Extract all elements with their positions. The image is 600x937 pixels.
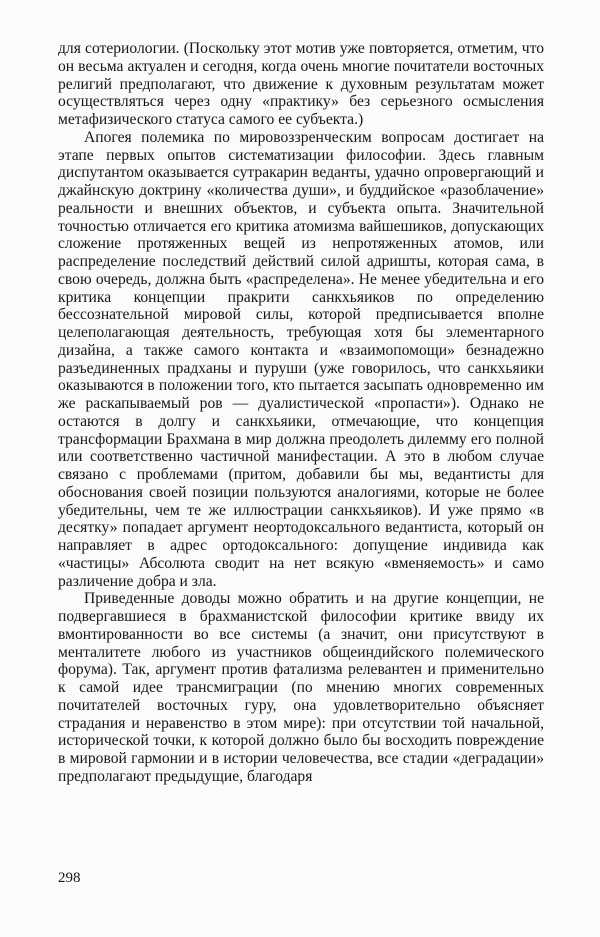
paragraph-polemics: Апогея полемика по мировоззренческим вопросам достигает на этапе первых опытов систематизации философии. Здесь главным диспутантом оказывается сутракарин веданты, удачно опровергающий и джайнскую доктрину «количества души», и буддийское «разоблачение» реальности и внешних объектов, и субъекта опыта. Значительной точностью отличается его критика атомизма вайшешиков, допускающих сложение протяженных вещей из непротяженных атомов, или распределение последствий действий силой адришты, которая сама, в свою очередь, должна быть «распределена». Не менее убедительна и его критика концепции пракрити санкхьяиков по определению бессознательной мировой силы, которой предписывается вполне целеполагающая деятельность, требующая хотя бы элементарного дизайна, а также самого контакта и «взаимопомощи» безнадежно разъединенных прадханы и пуруши (уже говорилось, что санкхьяики оказываются в положении того, кто пытается засыпать одновременно им же раскапываемый ров — дуалистической «пропасти»). Однако не остаются в долгу и санкхьяики, отмечающие, что концепция трансформации Брахмана в мир должна преодолеть дилемму его полной или соответственно частичной манифестации. А это в любом случае связано с проблемами (притом, добавили бы мы, ведантисты для обоснования своей позиции пользуются аналогиями, которые не более убедительны, чем те же иллюстрации санкхьяиков). И уже прямо «в десятку» попадает аргумент неортодоксального ведантиста, который он направляет в адрес ортодоксального: допущение индивида как «частицы» Абсолюта сводит на нет всякую «вменяемость» и само различение добра и зла. — [58, 128, 544, 590]
page-number: 298 — [58, 870, 81, 886]
paragraph-continuation: для сотериологии. (Поскольку этот мотив уже повторяется, отметим, что он весьма актуален и сегодня, когда очень многие почитатели восточных религий предполагают, что движение к духовным результатам может осуществляться через одну «практику» без серьезного осмысления метафизического статуса самого ее субъекта.) — [58, 40, 544, 128]
paragraph-arguments: Приведенные доводы можно обратить и на другие концепции, не подвергавшиеся в брахманистской философии критике ввиду их вмонтированности во все системы (а значит, они присутствуют в менталитете любого из участников общеиндийского полемического форума). Так, аргумент против фатализма релевантен и применительно к самой идее трансмиграции (по мнению многих современных почитателей восточных гуру, она удовлетворительно объясняет страдания и неравенство в этом мире): при отсутствии той начальной, исторической точки, к которой должно было бы восходить повреждение в мировой гармонии и в истории человечества, все стадии «деградации» предполагают предыдущие, благодаря — [58, 590, 544, 785]
body-text — [58, 40, 544, 786]
